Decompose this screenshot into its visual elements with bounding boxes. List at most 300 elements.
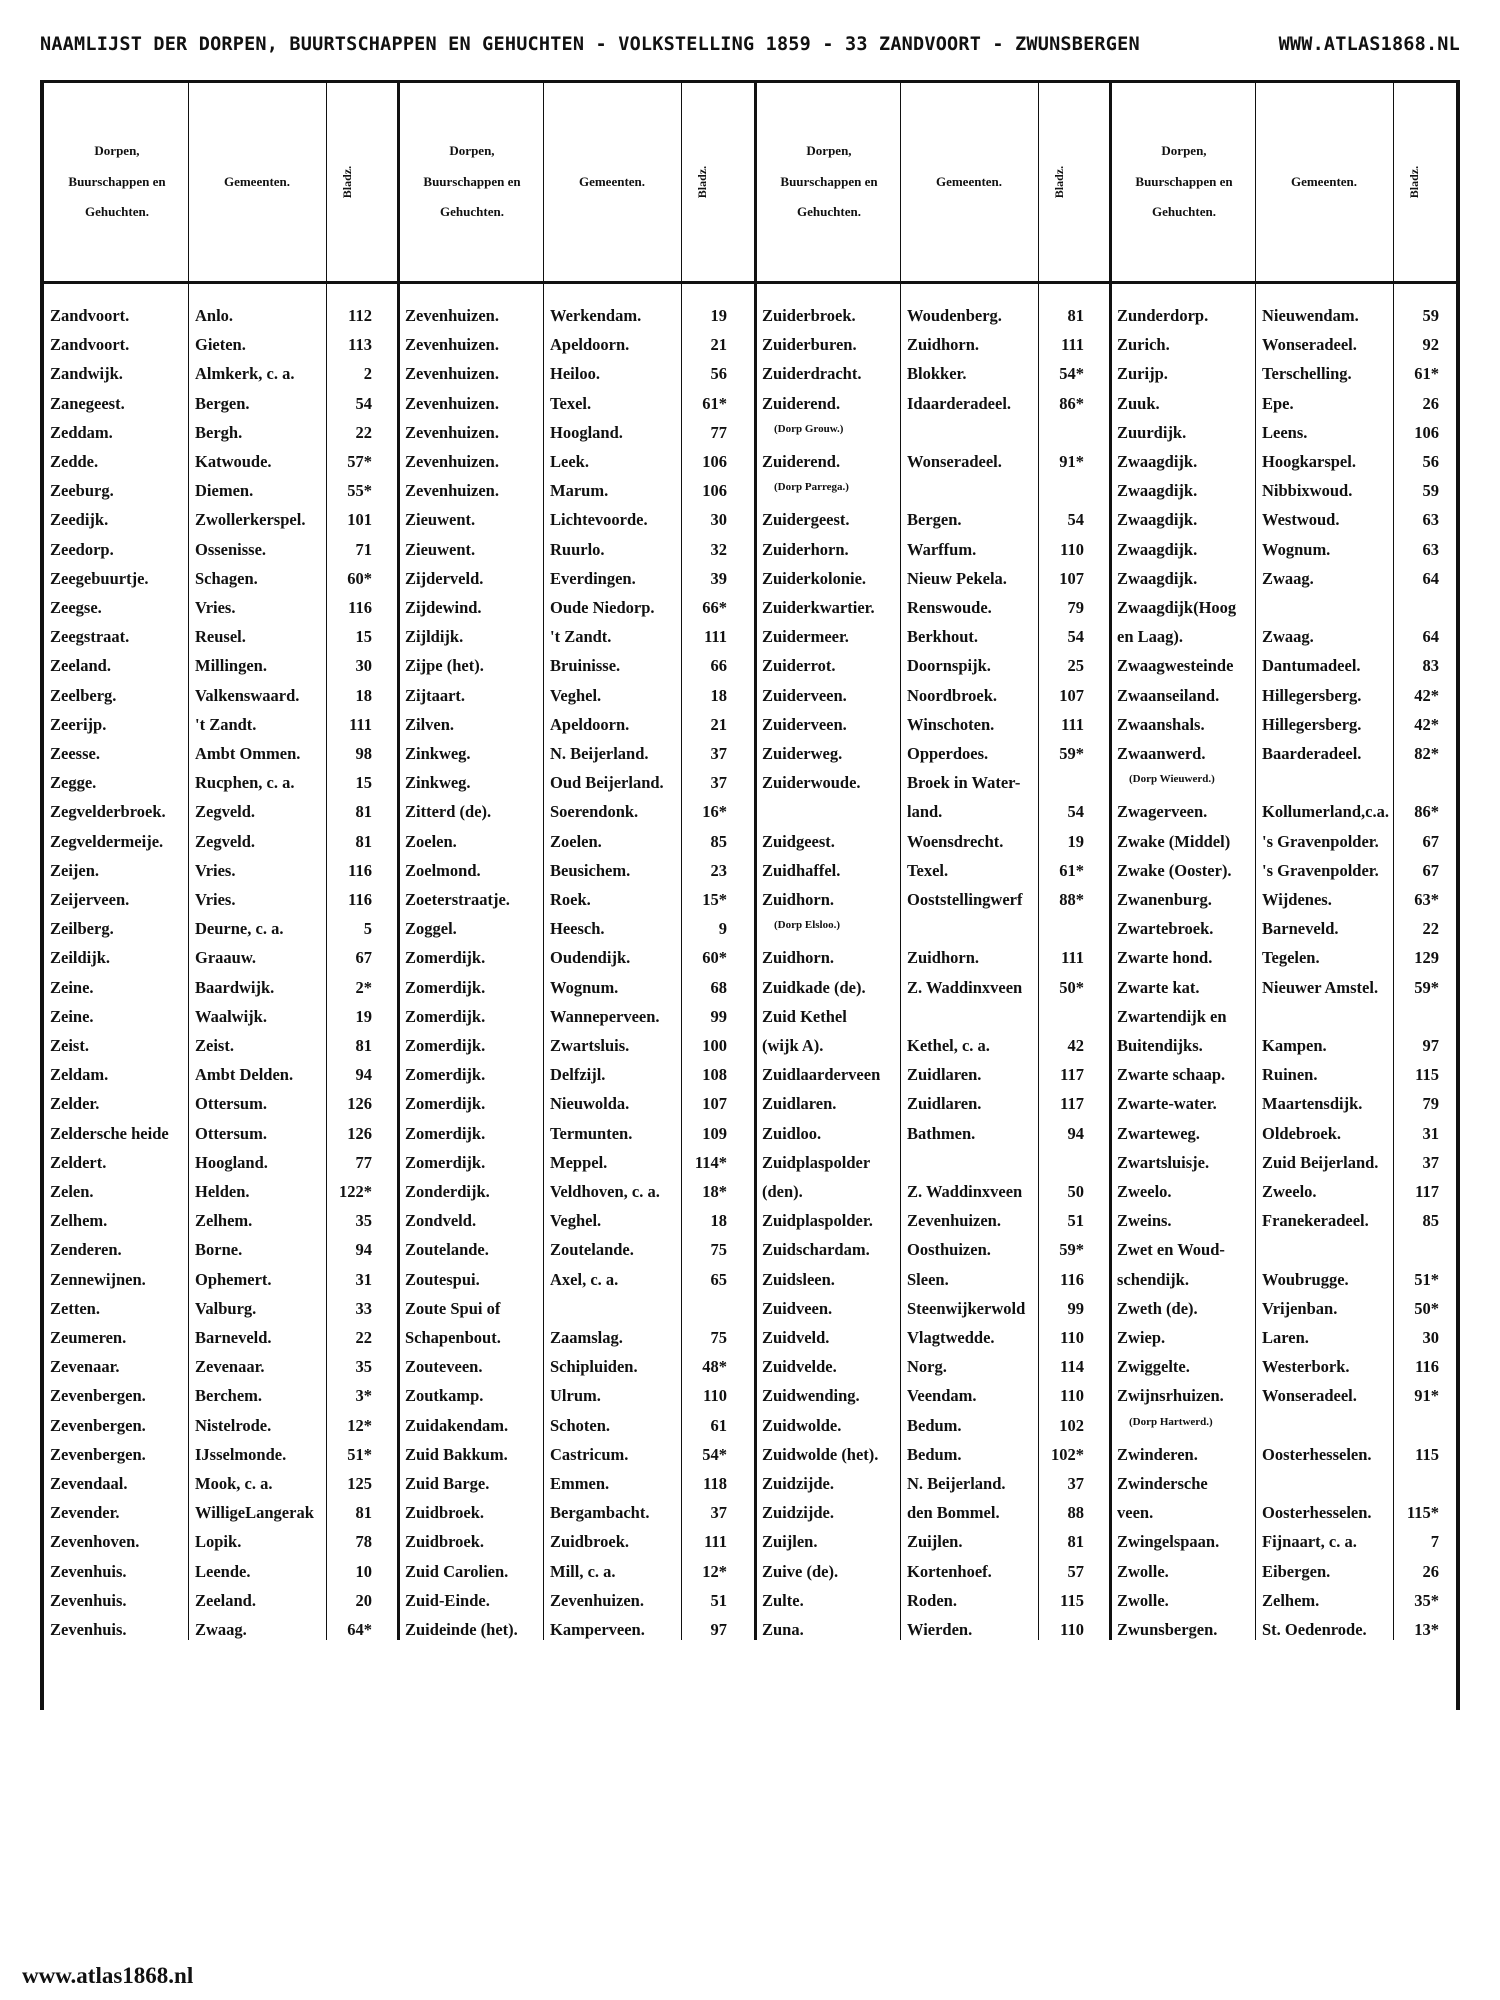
municipality-name: Delfzijl. — [550, 1065, 606, 1085]
place-name: Zondveld. — [405, 1211, 477, 1231]
municipality-name: Epe. — [1262, 393, 1294, 413]
place-name: Zanegeest. — [50, 393, 125, 413]
municipality-name: IJsselmonde. — [195, 1444, 287, 1464]
place-name: Zuiderdracht. — [762, 364, 862, 384]
page-number: 20 — [355, 1590, 372, 1610]
place-name: Zuidlaarderveen — [762, 1065, 881, 1085]
municipality-name: Dantumadeel. — [1262, 656, 1361, 676]
table-row — [44, 359, 1456, 388]
page-number: 48* — [702, 1357, 727, 1377]
municipality-name: WilligeLangerak — [195, 1503, 314, 1523]
page-number: 107 — [1059, 685, 1084, 705]
municipality-name: Beusichem. — [550, 860, 631, 880]
page-number: 115* — [1406, 1503, 1439, 1523]
place-name: Zwaanwerd. — [1117, 744, 1206, 763]
page-number: 75 — [710, 1240, 727, 1260]
municipality-name: Bergambacht. — [550, 1503, 650, 1523]
page-number: 68 — [710, 977, 727, 997]
municipality-name: Idaarderadeel. — [907, 393, 1012, 413]
footer-url: www.atlas1868.nl — [22, 1963, 194, 1988]
place-name: Zeelberg. — [50, 685, 117, 705]
place-name: schendijk. — [1117, 1269, 1189, 1289]
page-number: 106 — [702, 452, 727, 471]
municipality-name: Zuidlaren. — [907, 1094, 982, 1114]
place-name: Zuidplaspolder. — [762, 1211, 873, 1231]
place-name: Zwolle. — [1117, 1590, 1169, 1610]
place-name: Zieuwent. — [405, 510, 476, 530]
municipality-name: Woubrugge. — [1262, 1269, 1349, 1289]
page-number: 61* — [1414, 364, 1439, 384]
page-number: 61* — [1059, 860, 1084, 880]
municipality-name: Bergen. — [907, 510, 962, 530]
page-number: 114 — [1060, 1357, 1084, 1377]
municipality-name: Axel, c. a. — [550, 1269, 619, 1289]
place-name: Zwindersche — [1117, 1474, 1208, 1493]
municipality-name: Ruinen. — [1262, 1065, 1318, 1085]
page-number: 122* — [339, 1182, 372, 1201]
page-number: 39 — [710, 568, 727, 588]
municipality-name: Ulrum. — [550, 1386, 601, 1406]
page-number: 83 — [1422, 656, 1439, 676]
place-name: Zuid Bakkum. — [405, 1444, 508, 1464]
page-number: 77 — [355, 1152, 372, 1172]
page-number: 61 — [710, 1415, 727, 1435]
place-name: Zegveldermeije. — [50, 831, 164, 851]
table-row — [44, 914, 1456, 943]
page-number: 110 — [1060, 1328, 1084, 1347]
place-name: Buitendijks. — [1117, 1036, 1203, 1055]
municipality-name: Wijdenes. — [1262, 890, 1332, 909]
municipality-name: Valburg. — [195, 1298, 257, 1318]
place-name: Zwaagwesteinde — [1117, 656, 1234, 676]
municipality-name: Zaamslag. — [550, 1328, 623, 1347]
municipality-name: Leek. — [550, 452, 589, 471]
place-name: Zeildijk. — [50, 948, 111, 968]
page-number: 111 — [704, 627, 727, 647]
header-place — [1117, 83, 1251, 281]
place-name: Zevenbergen. — [50, 1415, 146, 1435]
municipality-name: Schipluiden. — [550, 1357, 638, 1377]
municipality-name: Woudenberg. — [907, 306, 1002, 325]
place-name: Zevenhoven. — [50, 1532, 140, 1552]
place-name: Zoutelande. — [405, 1240, 489, 1260]
page-number: 81 — [1067, 306, 1084, 325]
page-number: 54 — [355, 393, 372, 413]
place-name: Zevenhuizen. — [405, 306, 499, 325]
place-name: Zwartsluisje. — [1117, 1152, 1210, 1172]
column-divider — [900, 83, 901, 1640]
header-page-label: Bladz. — [1406, 165, 1421, 199]
page-number: 9 — [718, 919, 727, 939]
header-municipality-label: Gemeenten. — [578, 173, 646, 189]
municipality-name: Graauw. — [195, 948, 256, 968]
place-name: (den). — [762, 1182, 803, 1201]
place-name: Zoeterstraatje. — [405, 890, 510, 909]
place-name: Zevenhuis. — [50, 1620, 127, 1639]
table-row — [44, 535, 1456, 564]
municipality-name — [1262, 1235, 1390, 1264]
place-name: Zuiderend. — [762, 452, 841, 471]
place-name: Zedde. — [50, 452, 99, 471]
place-name: Zwaagdijk. — [1117, 452, 1198, 471]
place-name: Zuidlaren. — [762, 1094, 837, 1114]
municipality-name: Vries. — [195, 890, 236, 909]
place-name: Zuidveen. — [762, 1298, 833, 1318]
table-row — [44, 710, 1456, 739]
page-number: 97 — [1422, 1036, 1439, 1055]
municipality-name: Roek. — [550, 890, 591, 909]
municipality-name: Castricum. — [550, 1444, 629, 1464]
municipality-name — [907, 418, 1035, 447]
municipality-name: Maartensdijk. — [1262, 1094, 1363, 1114]
place-name — [762, 797, 900, 826]
place-name: Zwake (Middel) — [1117, 831, 1231, 851]
table-header — [44, 83, 1456, 284]
page-number — [1394, 1411, 1439, 1440]
place-name: Zwarte hond. — [1117, 948, 1213, 968]
page-number: 54* — [1059, 364, 1084, 384]
page-number: 37 — [710, 744, 727, 763]
page-number: 112 — [348, 306, 372, 325]
page-number: 111 — [704, 1532, 727, 1552]
page-number: 64 — [1422, 627, 1439, 647]
municipality-name: land. — [907, 802, 943, 822]
page-number: 59 — [1422, 481, 1439, 501]
municipality-name: Ophemert. — [195, 1269, 272, 1289]
place-name: Zuidzijde. — [762, 1474, 834, 1493]
place-name: Zoelen. — [405, 831, 457, 851]
place-name: Zijderveld. — [405, 568, 484, 588]
page-number — [1039, 476, 1084, 505]
municipality-name: Zwartsluis. — [550, 1036, 630, 1055]
page-number: 117 — [1060, 1094, 1084, 1114]
municipality-name: Oosterhesselen. — [1262, 1503, 1372, 1523]
page-number: 60* — [347, 568, 372, 588]
page-number: 16* — [702, 802, 727, 822]
place-name: Zeine. — [50, 977, 94, 997]
page-number: 111 — [1061, 948, 1084, 968]
municipality-name: Wonseradeel. — [1262, 1386, 1357, 1406]
place-name: Zevenhuis. — [50, 1561, 127, 1581]
page-number: 56 — [710, 364, 727, 384]
table-row — [44, 1206, 1456, 1235]
municipality-name: Diemen. — [195, 481, 254, 501]
page-number: 116 — [1060, 1269, 1084, 1289]
page-number: 37 — [710, 773, 727, 793]
page-number — [1039, 1148, 1084, 1177]
municipality-name: Wonseradeel. — [907, 452, 1002, 471]
municipality-name: Berkhout. — [907, 627, 979, 647]
municipality-name: Zeist. — [195, 1036, 234, 1055]
header-place-label: Dorpen, Buurschappen en Gehuchten. — [423, 143, 521, 220]
municipality-name: Nieuwer Amstel. — [1262, 977, 1379, 997]
table-row — [44, 739, 1456, 768]
page-number — [1394, 1002, 1439, 1031]
table-row — [44, 330, 1456, 359]
page-number: 94 — [355, 1065, 372, 1085]
page-number: 107 — [702, 1094, 727, 1114]
municipality-name: Oudendijk. — [550, 948, 631, 968]
page-number: 100 — [702, 1036, 727, 1055]
municipality-name: Bathmen. — [907, 1123, 976, 1143]
page-number: 30 — [710, 510, 727, 530]
municipality-name: Vlagtwedde. — [907, 1328, 995, 1347]
municipality-name: Zuijlen. — [907, 1532, 963, 1552]
place-name: Zegvelderbroek. — [50, 802, 166, 822]
municipality-name: Broek in Water- — [907, 773, 1021, 793]
page-number: 81 — [1067, 1532, 1084, 1552]
municipality-name: Lopik. — [195, 1532, 242, 1552]
page-number: 59* — [1059, 744, 1084, 763]
place-name: Zeeburg. — [50, 481, 114, 501]
page-number — [1039, 768, 1084, 797]
header-municipality — [1257, 83, 1391, 281]
place-name: Zuiderbroek. — [762, 306, 856, 325]
place-name: Zuidwolde (het). — [762, 1444, 879, 1464]
page-number: 106 — [702, 481, 727, 501]
place-name: Zuuk. — [1117, 393, 1160, 413]
municipality-name: Nieuw Pekela. — [907, 568, 1007, 588]
municipality-name: Hoogland. — [195, 1152, 268, 1172]
table-row — [44, 681, 1456, 710]
page-number: 88* — [1059, 890, 1084, 909]
page-number — [1394, 593, 1439, 622]
page-number: 50* — [1414, 1298, 1439, 1318]
place-name: Zuidwolde. — [762, 1415, 842, 1435]
page-number: 37 — [1067, 1474, 1084, 1493]
place-name: (Dorp Wieuwerd.) — [1129, 773, 1215, 786]
municipality-name: Kampen. — [1262, 1036, 1327, 1055]
page-number: 81 — [355, 1503, 372, 1523]
place-name: Zuidwending. — [762, 1386, 860, 1406]
municipality-name: Oldebroek. — [1262, 1123, 1341, 1143]
page-number: 86* — [1414, 802, 1439, 822]
place-name: Zuiderburen. — [762, 335, 857, 355]
page-number: 67 — [355, 948, 372, 968]
page-number — [1394, 768, 1439, 797]
municipality-name: Katwoude. — [195, 452, 272, 471]
municipality-name: Bedum. — [907, 1444, 962, 1464]
place-name: veen. — [1117, 1503, 1154, 1523]
page-number: 56 — [1422, 452, 1439, 471]
table-row — [44, 1235, 1456, 1264]
table-row — [44, 1352, 1456, 1381]
page-number: 30 — [355, 656, 372, 676]
header-municipality-label: Gemeenten. — [223, 173, 291, 189]
place-name: Zetten. — [50, 1298, 100, 1318]
municipality-name: Wierden. — [907, 1620, 973, 1639]
place-name: Zuidhorn. — [762, 948, 834, 968]
municipality-name: Heiloo. — [550, 364, 600, 384]
page-number: 37 — [710, 1503, 727, 1523]
place-name: Zevenaar. — [50, 1357, 120, 1377]
page-number: 42 — [1067, 1036, 1084, 1055]
place-name: Zomerdijk. — [405, 948, 486, 968]
column-divider — [1393, 83, 1394, 1640]
municipality-name: Zegveld. — [195, 831, 256, 851]
municipality-name: Tegelen. — [1262, 948, 1320, 968]
page-number: 22 — [355, 1328, 372, 1347]
municipality-name: Leende. — [195, 1561, 251, 1581]
page-number: 108 — [702, 1065, 727, 1085]
municipality-name: Veghel. — [550, 685, 602, 705]
page-number — [1394, 1469, 1439, 1498]
place-name: Zwet en Woud- — [1117, 1240, 1225, 1260]
place-name: Zijdewind. — [405, 598, 482, 617]
header-municipality-label: Gemeenten. — [935, 173, 1003, 189]
table-row — [44, 476, 1456, 505]
page-number: 2* — [355, 977, 372, 997]
place-name: Zwagerveen. — [1117, 802, 1208, 822]
municipality-name: Steenwijkerwold — [907, 1298, 1026, 1318]
municipality-name: Ooststellingwerf — [907, 890, 1023, 909]
page-number: 110 — [1060, 1386, 1084, 1406]
page-number: 32 — [710, 539, 727, 559]
place-name: Zeilberg. — [50, 919, 114, 939]
place-name: Zuiderkwartier. — [762, 598, 875, 617]
place-name: Zweelo. — [1117, 1182, 1172, 1201]
page-number: 126 — [347, 1094, 372, 1114]
municipality-name: Sleen. — [907, 1269, 949, 1289]
page-number: 85 — [1422, 1211, 1439, 1231]
page-number: 61* — [702, 393, 727, 413]
place-name: Zomerdijk. — [405, 1006, 486, 1026]
municipality-name: Doornspijk. — [907, 656, 991, 676]
municipality-name: 't Zandt. — [550, 627, 612, 647]
municipality-name: Termunten. — [550, 1123, 633, 1143]
municipality-name: Hoogland. — [550, 422, 623, 442]
place-name: Zwaanseiland. — [1117, 685, 1220, 705]
page-number — [1039, 914, 1084, 943]
municipality-name — [1262, 593, 1390, 622]
place-name: Zwiep. — [1117, 1328, 1166, 1347]
municipality-name: Ruurlo. — [550, 539, 605, 559]
page-number: 78 — [355, 1532, 372, 1552]
place-name: Zeine. — [50, 1006, 94, 1026]
page-number: 21 — [710, 714, 727, 734]
page-number: 22 — [355, 422, 372, 442]
municipality-name: Texel. — [907, 860, 949, 880]
table-row — [44, 973, 1456, 1002]
page-number: 30 — [1422, 1328, 1439, 1347]
column-divider — [543, 83, 544, 1640]
place-name: Zuid-Einde. — [405, 1590, 490, 1610]
place-name: Zoute Spui of — [405, 1298, 501, 1318]
municipality-name: Everdingen. — [550, 568, 636, 588]
place-name: Zeijen. — [50, 860, 100, 880]
page-number: 31 — [1422, 1123, 1439, 1143]
header-page — [682, 83, 722, 281]
page-number: 19 — [1067, 831, 1084, 851]
place-name: Zuidbroek. — [405, 1532, 485, 1552]
page-number: 81 — [355, 831, 372, 851]
column-divider — [326, 83, 327, 1640]
table-row — [44, 797, 1456, 826]
page-number: 65 — [710, 1269, 727, 1289]
place-name: Zuidgeest. — [762, 831, 835, 851]
page-number: 99 — [1067, 1298, 1084, 1318]
table-row — [44, 1002, 1456, 1031]
municipality-name — [1262, 1411, 1390, 1440]
header-municipality-label: Gemeenten. — [1290, 173, 1358, 189]
place-name: Zandwijk. — [50, 364, 123, 384]
table-row — [44, 1148, 1456, 1177]
place-name: Zweth (de). — [1117, 1298, 1198, 1318]
table-row — [44, 1119, 1456, 1148]
header-municipality — [190, 83, 324, 281]
place-name: Zuurdijk. — [1117, 422, 1187, 442]
municipality-name: Apeldoorn. — [550, 714, 630, 734]
place-name: Zoutkamp. — [405, 1386, 484, 1406]
page-number: 18* — [702, 1182, 727, 1201]
table-row — [44, 564, 1456, 593]
page-number: 111 — [349, 714, 372, 734]
page-number: 126 — [347, 1123, 372, 1143]
municipality-name: Nistelrode. — [195, 1415, 272, 1435]
municipality-name: Westwoud. — [1262, 510, 1340, 530]
page-number: 63 — [1422, 510, 1439, 530]
page-number: 110 — [703, 1386, 727, 1406]
place-name: Zuidbroek. — [405, 1503, 485, 1523]
page-number: 129 — [1414, 948, 1439, 968]
place-name: Zuiderend. — [762, 393, 841, 413]
page-number: 57 — [1067, 1561, 1084, 1581]
place-name: Zuive (de). — [762, 1561, 839, 1581]
place-name: Zonderdijk. — [405, 1182, 490, 1201]
place-name: Zuiderwoude. — [762, 773, 861, 793]
place-name: Zwartebroek. — [1117, 919, 1214, 939]
place-name: Zwaanshals. — [1117, 714, 1205, 734]
place-name: Zomerdijk. — [405, 1152, 486, 1172]
place-name: Zeegse. — [50, 598, 102, 617]
municipality-name: Anlo. — [195, 306, 234, 325]
page-number: 115 — [1060, 1590, 1084, 1610]
table-row — [44, 1411, 1456, 1440]
municipality-name: Kortenhoef. — [907, 1561, 992, 1581]
page-number: 26 — [1422, 1561, 1439, 1581]
municipality-name: Emmen. — [550, 1474, 610, 1493]
page-number: 94 — [355, 1240, 372, 1260]
page-number: 55* — [347, 481, 372, 501]
municipality-name: Heesch. — [550, 919, 605, 939]
municipality-name: Roden. — [907, 1590, 957, 1610]
table-row — [44, 1294, 1456, 1323]
table-row — [44, 856, 1456, 885]
page-number: 50 — [1067, 1182, 1084, 1201]
place-name: Zuidermeer. — [762, 627, 849, 647]
page-number: 54 — [1067, 510, 1084, 530]
place-name: Zevendaal. — [50, 1474, 128, 1493]
municipality-name: Apeldoorn. — [550, 335, 630, 355]
page-number: 79 — [1422, 1094, 1439, 1114]
municipality-name: Eibergen. — [1262, 1561, 1331, 1581]
table-row — [44, 1440, 1456, 1469]
place-name: Zuiderhorn. — [762, 539, 849, 559]
page-number: 116 — [348, 860, 372, 880]
page-number: 51 — [710, 1590, 727, 1610]
table-row — [44, 1469, 1456, 1498]
place-name: Zwolle. — [1117, 1561, 1169, 1581]
page-number: 116 — [348, 598, 372, 617]
municipality-name: Zuidlaren. — [907, 1065, 982, 1085]
page-number: 115 — [1415, 1444, 1439, 1464]
page-number: 42* — [1414, 714, 1439, 734]
table-row — [44, 768, 1456, 797]
page-number: 91* — [1059, 452, 1084, 471]
group-divider — [754, 83, 757, 1640]
municipality-name: Zevenhuizen. — [550, 1590, 644, 1610]
place-name: Zwartendijk en — [1117, 1006, 1227, 1026]
